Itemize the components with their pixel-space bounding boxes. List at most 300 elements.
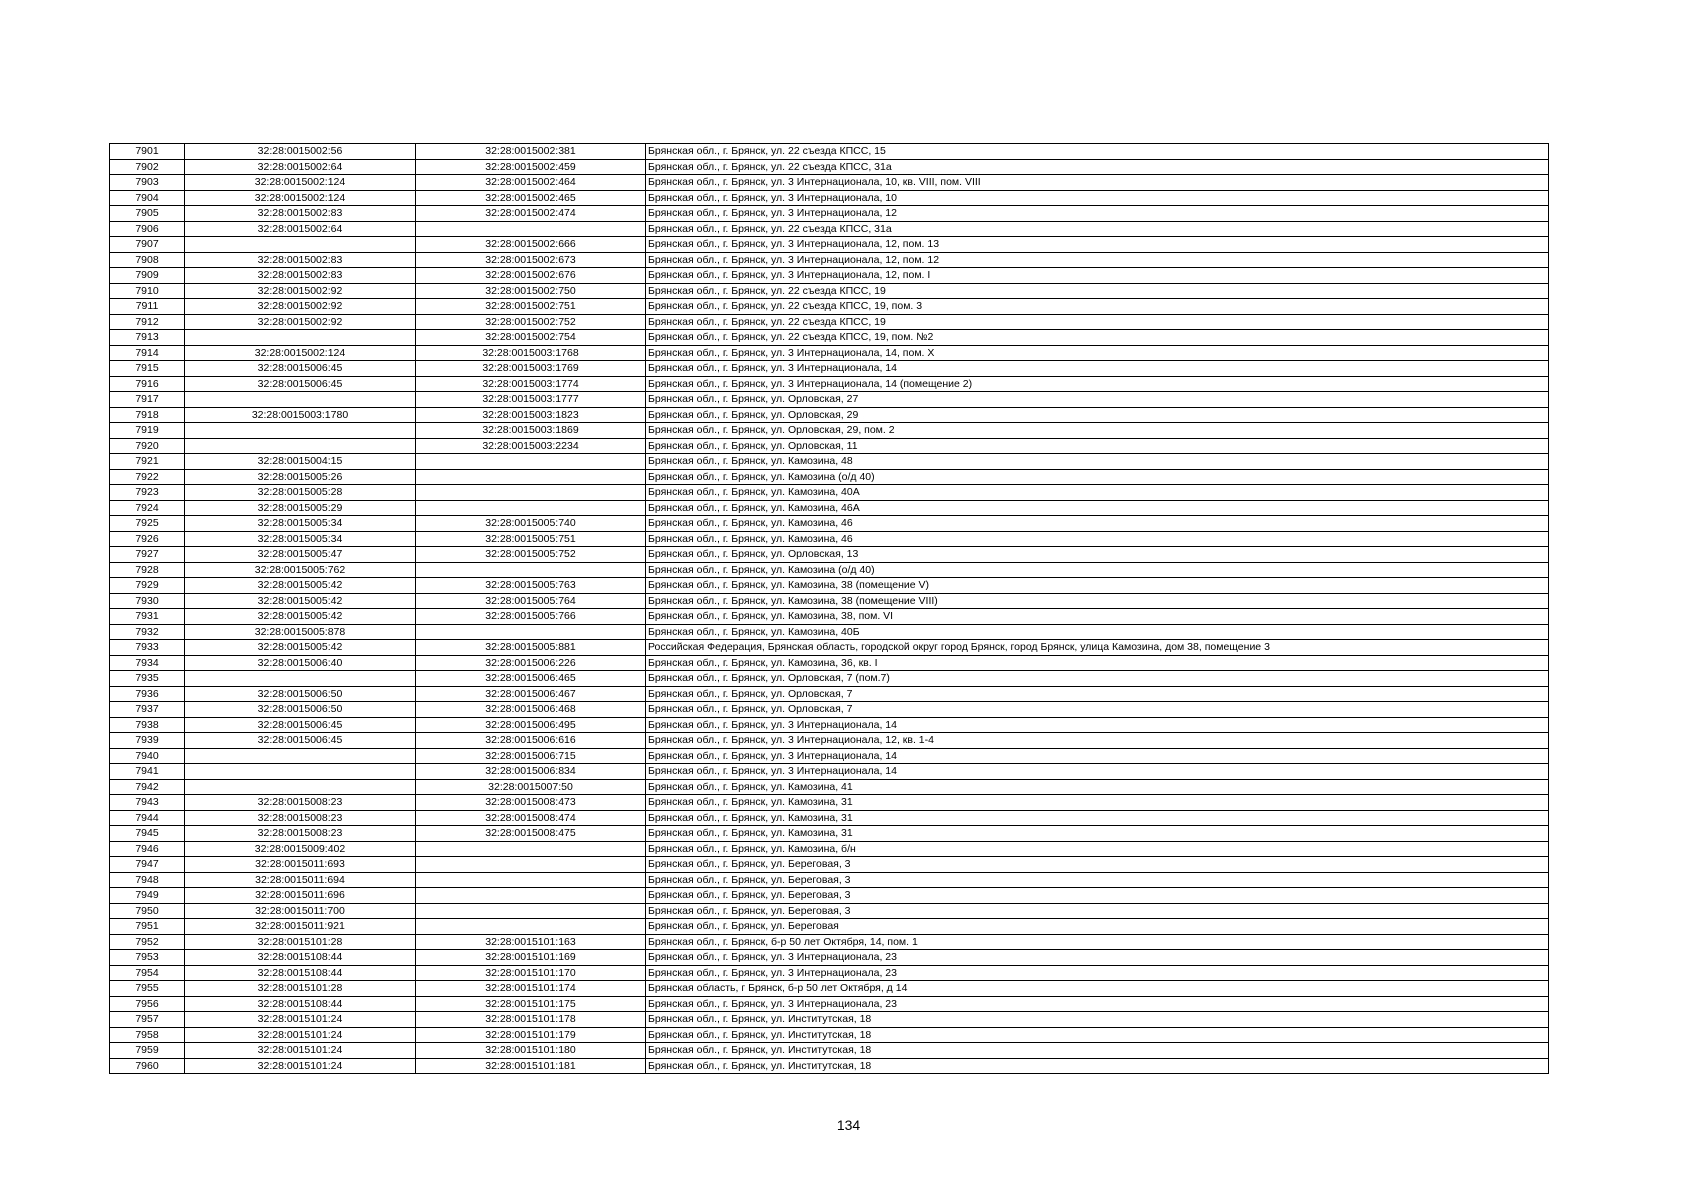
object-cadastral-number-cell: 32:28:0015002:673 — [416, 252, 646, 268]
object-cadastral-number-cell: 32:28:0015101:181 — [416, 1058, 646, 1074]
table-row — [110, 175, 1549, 191]
row-number-cell: 7920 — [110, 438, 185, 454]
table-row — [110, 268, 1549, 284]
object-cadastral-number-cell: 32:28:0015005:764 — [416, 593, 646, 609]
address-cell: Брянская обл., г. Брянск, ул. 3 Интернационала, 14 — [646, 361, 1549, 377]
object-cadastral-number-cell: 32:28:0015003:1774 — [416, 376, 646, 392]
row-number-cell: 7960 — [110, 1058, 185, 1074]
table-row — [110, 826, 1549, 842]
table-row — [110, 438, 1549, 454]
table-row — [110, 888, 1549, 904]
land-cadastral-number-cell: 32:28:0015008:23 — [185, 810, 416, 826]
table-row — [110, 531, 1549, 547]
object-cadastral-number-cell: 32:28:0015003:1777 — [416, 392, 646, 408]
address-cell: Брянская обл., г. Брянск, ул. Камозина (о/д 40) — [646, 469, 1549, 485]
row-number-cell: 7913 — [110, 330, 185, 346]
table-row — [110, 1043, 1549, 1059]
address-cell: Брянская обл., г. Брянск, ул. Камозина, 38, пом. VI — [646, 609, 1549, 625]
address-cell: Брянская обл., г. Брянск, ул. Камозина, 31 — [646, 826, 1549, 842]
object-cadastral-number-cell: 32:28:0015008:473 — [416, 795, 646, 811]
table-row — [110, 454, 1549, 470]
object-cadastral-number-cell — [416, 872, 646, 888]
table-row — [110, 252, 1549, 268]
row-number-cell: 7928 — [110, 562, 185, 578]
table-row — [110, 469, 1549, 485]
table-row — [110, 345, 1549, 361]
address-cell: Брянская обл., г. Брянск, ул. Камозина, 46 — [646, 516, 1549, 532]
land-cadastral-number-cell: 32:28:0015006:45 — [185, 376, 416, 392]
table-row — [110, 841, 1549, 857]
land-cadastral-number-cell — [185, 779, 416, 795]
table-row — [110, 500, 1549, 516]
table-row — [110, 686, 1549, 702]
land-cadastral-number-cell: 32:28:0015002:64 — [185, 221, 416, 237]
address-cell: Брянская обл., г. Брянск, ул. Камозина, 41 — [646, 779, 1549, 795]
row-number-cell: 7955 — [110, 981, 185, 997]
table-row — [110, 764, 1549, 780]
object-cadastral-number-cell: 32:28:0015002:459 — [416, 159, 646, 175]
row-number-cell: 7957 — [110, 1012, 185, 1028]
row-number-cell: 7901 — [110, 144, 185, 160]
land-cadastral-number-cell: 32:28:0015011:921 — [185, 919, 416, 935]
address-cell: Брянская обл., г. Брянск, ул. Береговая, 3 — [646, 888, 1549, 904]
land-cadastral-number-cell: 32:28:0015002:124 — [185, 175, 416, 191]
address-cell: Брянская обл., г. Брянск, ул. 3 Интернационала, 14, пом. X — [646, 345, 1549, 361]
address-cell: Брянская обл., г. Брянск, ул. Орловская, 7 — [646, 702, 1549, 718]
row-number-cell: 7927 — [110, 547, 185, 563]
row-number-cell: 7911 — [110, 299, 185, 315]
land-cadastral-number-cell — [185, 748, 416, 764]
object-cadastral-number-cell: 32:28:0015005:752 — [416, 547, 646, 563]
row-number-cell: 7945 — [110, 826, 185, 842]
object-cadastral-number-cell: 32:28:0015006:616 — [416, 733, 646, 749]
address-cell: Брянская обл., г. Брянск, ул. 3 Интернационала, 14 — [646, 764, 1549, 780]
object-cadastral-number-cell: 32:28:0015006:468 — [416, 702, 646, 718]
address-cell: Брянская обл., г. Брянск, ул. 3 Интернационала, 12, пом. I — [646, 268, 1549, 284]
row-number-cell: 7952 — [110, 934, 185, 950]
land-cadastral-number-cell: 32:28:0015005:26 — [185, 469, 416, 485]
object-cadastral-number-cell: 32:28:0015008:474 — [416, 810, 646, 826]
object-cadastral-number-cell — [416, 919, 646, 935]
table-row — [110, 934, 1549, 950]
land-cadastral-number-cell: 32:28:0015002:83 — [185, 268, 416, 284]
address-cell: Брянская обл., г. Брянск, ул. Камозина, б/н — [646, 841, 1549, 857]
table-row — [110, 857, 1549, 873]
object-cadastral-number-cell: 32:28:0015002:751 — [416, 299, 646, 315]
table-row — [110, 578, 1549, 594]
land-cadastral-number-cell: 32:28:0015101:24 — [185, 1043, 416, 1059]
row-number-cell: 7929 — [110, 578, 185, 594]
object-cadastral-number-cell — [416, 562, 646, 578]
land-cadastral-number-cell: 32:28:0015005:42 — [185, 640, 416, 656]
address-cell: Брянская обл., г. Брянск, ул. Орловская, 27 — [646, 392, 1549, 408]
row-number-cell: 7959 — [110, 1043, 185, 1059]
address-cell: Брянская обл., г. Брянск, ул. 22 съезда КПСС, 19, пом. 3 — [646, 299, 1549, 315]
object-cadastral-number-cell: 32:28:0015003:1823 — [416, 407, 646, 423]
table-row — [110, 547, 1549, 563]
land-cadastral-number-cell: 32:28:0015005:42 — [185, 593, 416, 609]
object-cadastral-number-cell — [416, 857, 646, 873]
address-cell: Брянская обл., г. Брянск, ул. Орловская, 7 (пом.7) — [646, 671, 1549, 687]
address-cell: Брянская обл., г. Брянск, ул. 22 съезда КПСС, 19 — [646, 283, 1549, 299]
object-cadastral-number-cell: 32:28:0015003:2234 — [416, 438, 646, 454]
land-cadastral-number-cell: 32:28:0015002:64 — [185, 159, 416, 175]
object-cadastral-number-cell: 32:28:0015003:1768 — [416, 345, 646, 361]
row-number-cell: 7914 — [110, 345, 185, 361]
land-cadastral-number-cell: 32:28:0015005:878 — [185, 624, 416, 640]
address-cell: Брянская обл., г. Брянск, ул. Камозина, 31 — [646, 795, 1549, 811]
object-cadastral-number-cell — [416, 485, 646, 501]
row-number-cell: 7917 — [110, 392, 185, 408]
land-cadastral-number-cell: 32:28:0015101:24 — [185, 1058, 416, 1074]
land-cadastral-number-cell: 32:28:0015008:23 — [185, 795, 416, 811]
land-cadastral-number-cell — [185, 423, 416, 439]
object-cadastral-number-cell: 32:28:0015002:752 — [416, 314, 646, 330]
table-row — [110, 562, 1549, 578]
land-cadastral-number-cell — [185, 764, 416, 780]
table-row — [110, 810, 1549, 826]
row-number-cell: 7926 — [110, 531, 185, 547]
address-cell: Брянская обл., г. Брянск, ул. Камозина, 48 — [646, 454, 1549, 470]
address-cell: Брянская обл., г. Брянск, ул. Камозина, 38 (помещение VIII) — [646, 593, 1549, 609]
address-cell: Брянская обл., г. Брянск, ул. Институтская, 18 — [646, 1043, 1549, 1059]
address-cell: Брянская обл., г. Брянск, ул. 3 Интернационала, 10, кв. VIII, пом. VIII — [646, 175, 1549, 191]
land-cadastral-number-cell — [185, 392, 416, 408]
address-cell: Брянская обл., г. Брянск, ул. 3 Интернационала, 14 — [646, 717, 1549, 733]
object-cadastral-number-cell: 32:28:0015007:50 — [416, 779, 646, 795]
address-cell: Брянская обл., г. Брянск, ул. 3 Интернационала, 12, кв. 1-4 — [646, 733, 1549, 749]
row-number-cell: 7904 — [110, 190, 185, 206]
address-cell: Брянская обл., г. Брянск, ул. Орловская, 11 — [646, 438, 1549, 454]
land-cadastral-number-cell: 32:28:0015002:83 — [185, 206, 416, 222]
land-cadastral-number-cell — [185, 237, 416, 253]
object-cadastral-number-cell: 32:28:0015005:740 — [416, 516, 646, 532]
land-cadastral-number-cell: 32:28:0015108:44 — [185, 996, 416, 1012]
object-cadastral-number-cell: 32:28:0015008:475 — [416, 826, 646, 842]
row-number-cell: 7922 — [110, 469, 185, 485]
object-cadastral-number-cell: 32:28:0015006:495 — [416, 717, 646, 733]
table-row — [110, 1012, 1549, 1028]
address-cell: Брянская обл., г. Брянск, ул. Орловская, 29 — [646, 407, 1549, 423]
table-row — [110, 237, 1549, 253]
address-cell: Брянская обл., г. Брянск, ул. 3 Интернационала, 10 — [646, 190, 1549, 206]
object-cadastral-number-cell: 32:28:0015101:170 — [416, 965, 646, 981]
row-number-cell: 7915 — [110, 361, 185, 377]
table-row — [110, 795, 1549, 811]
row-number-cell: 7939 — [110, 733, 185, 749]
object-cadastral-number-cell: 32:28:0015101:178 — [416, 1012, 646, 1028]
object-cadastral-number-cell — [416, 903, 646, 919]
land-cadastral-number-cell — [185, 671, 416, 687]
address-cell: Брянская обл., г. Брянск, ул. Институтская, 18 — [646, 1012, 1549, 1028]
table-row — [110, 919, 1549, 935]
object-cadastral-number-cell: 32:28:0015101:175 — [416, 996, 646, 1012]
land-cadastral-number-cell: 32:28:0015005:29 — [185, 500, 416, 516]
object-cadastral-number-cell: 32:28:0015002:465 — [416, 190, 646, 206]
land-cadastral-number-cell — [185, 438, 416, 454]
table-row — [110, 671, 1549, 687]
object-cadastral-number-cell — [416, 500, 646, 516]
address-cell: Брянская обл., г. Брянск, ул. 22 съезда КПСС, 31а — [646, 159, 1549, 175]
row-number-cell: 7918 — [110, 407, 185, 423]
table-row — [110, 144, 1549, 160]
land-cadastral-number-cell: 32:28:0015005:42 — [185, 609, 416, 625]
land-cadastral-number-cell: 32:28:0015005:34 — [185, 516, 416, 532]
object-cadastral-number-cell: 32:28:0015002:381 — [416, 144, 646, 160]
table-row — [110, 609, 1549, 625]
table-row — [110, 221, 1549, 237]
address-cell: Брянская обл., г. Брянск, ул. Институтская, 18 — [646, 1027, 1549, 1043]
object-cadastral-number-cell: 32:28:0015005:766 — [416, 609, 646, 625]
land-cadastral-number-cell: 32:28:0015101:28 — [185, 934, 416, 950]
object-cadastral-number-cell: 32:28:0015002:666 — [416, 237, 646, 253]
row-number-cell: 7935 — [110, 671, 185, 687]
row-number-cell: 7943 — [110, 795, 185, 811]
address-cell: Брянская обл., г. Брянск, ул. Камозина, 46А — [646, 500, 1549, 516]
table-row — [110, 779, 1549, 795]
table-row — [110, 640, 1549, 656]
table-row — [110, 655, 1549, 671]
address-cell: Брянская обл., г. Брянск, ул. Орловская, 13 — [646, 547, 1549, 563]
row-number-cell: 7936 — [110, 686, 185, 702]
object-cadastral-number-cell: 32:28:0015005:763 — [416, 578, 646, 594]
address-cell: Брянская обл., г. Брянск, б-р 50 лет Октября, 14, пом. 1 — [646, 934, 1549, 950]
object-cadastral-number-cell: 32:28:0015002:474 — [416, 206, 646, 222]
row-number-cell: 7919 — [110, 423, 185, 439]
row-number-cell: 7944 — [110, 810, 185, 826]
address-cell: Брянская обл., г. Брянск, ул. Береговая, 3 — [646, 903, 1549, 919]
row-number-cell: 7951 — [110, 919, 185, 935]
table-row — [110, 903, 1549, 919]
land-cadastral-number-cell: 32:28:0015002:92 — [185, 283, 416, 299]
table-row — [110, 965, 1549, 981]
land-cadastral-number-cell: 32:28:0015002:56 — [185, 144, 416, 160]
table-row — [110, 190, 1549, 206]
land-cadastral-number-cell: 32:28:0015002:92 — [185, 299, 416, 315]
object-cadastral-number-cell: 32:28:0015101:179 — [416, 1027, 646, 1043]
row-number-cell: 7940 — [110, 748, 185, 764]
land-cadastral-number-cell: 32:28:0015009:402 — [185, 841, 416, 857]
address-cell: Брянская обл., г. Брянск, ул. Камозина, 46 — [646, 531, 1549, 547]
table-row — [110, 407, 1549, 423]
object-cadastral-number-cell — [416, 221, 646, 237]
table-row — [110, 1058, 1549, 1074]
row-number-cell: 7908 — [110, 252, 185, 268]
address-cell: Брянская обл., г. Брянск, ул. 3 Интернационала, 12 — [646, 206, 1549, 222]
address-cell: Брянская обл., г. Брянск, ул. 3 Интернационала, 14 (помещение 2) — [646, 376, 1549, 392]
address-cell: Брянская обл., г. Брянск, ул. 3 Интернационала, 23 — [646, 996, 1549, 1012]
table-row — [110, 950, 1549, 966]
land-cadastral-number-cell: 32:28:0015006:50 — [185, 702, 416, 718]
address-cell: Брянская обл., г. Брянск, ул. Камозина, 40А — [646, 485, 1549, 501]
object-cadastral-number-cell: 32:28:0015006:834 — [416, 764, 646, 780]
table-row — [110, 593, 1549, 609]
land-cadastral-number-cell: 32:28:0015005:762 — [185, 562, 416, 578]
row-number-cell: 7925 — [110, 516, 185, 532]
table-row — [110, 1027, 1549, 1043]
object-cadastral-number-cell: 32:28:0015002:754 — [416, 330, 646, 346]
address-cell: Брянская обл., г. Брянск, ул. Камозина, 40Б — [646, 624, 1549, 640]
row-number-cell: 7902 — [110, 159, 185, 175]
land-cadastral-number-cell: 32:28:0015002:124 — [185, 345, 416, 361]
row-number-cell: 7906 — [110, 221, 185, 237]
row-number-cell: 7909 — [110, 268, 185, 284]
address-cell: Брянская обл., г. Брянск, ул. Береговая, 3 — [646, 857, 1549, 873]
land-cadastral-number-cell: 32:28:0015002:92 — [185, 314, 416, 330]
table-row — [110, 624, 1549, 640]
land-cadastral-number-cell: 32:28:0015108:44 — [185, 965, 416, 981]
row-number-cell: 7934 — [110, 655, 185, 671]
table-row — [110, 702, 1549, 718]
row-number-cell: 7953 — [110, 950, 185, 966]
land-cadastral-number-cell: 32:28:0015003:1780 — [185, 407, 416, 423]
object-cadastral-number-cell — [416, 888, 646, 904]
object-cadastral-number-cell: 32:28:0015002:676 — [416, 268, 646, 284]
address-cell: Брянская обл., г. Брянск, ул. Орловская, 29, пом. 2 — [646, 423, 1549, 439]
object-cadastral-number-cell: 32:28:0015006:226 — [416, 655, 646, 671]
row-number-cell: 7905 — [110, 206, 185, 222]
address-cell: Брянская обл., г. Брянск, ул. 22 съезда КПСС, 15 — [646, 144, 1549, 160]
address-cell: Брянская обл., г. Брянск, ул. 3 Интернационала, 14 — [646, 748, 1549, 764]
row-number-cell: 7910 — [110, 283, 185, 299]
address-cell: Брянская обл., г. Брянск, ул. Береговая — [646, 919, 1549, 935]
object-cadastral-number-cell — [416, 469, 646, 485]
table-row — [110, 330, 1549, 346]
table-row — [110, 314, 1549, 330]
table-row — [110, 206, 1549, 222]
table-row — [110, 159, 1549, 175]
page-number: 134 — [836, 1117, 861, 1133]
table-row — [110, 981, 1549, 997]
address-cell: Брянская обл., г. Брянск, ул. 22 съезда КПСС, 19, пом. №2 — [646, 330, 1549, 346]
table-row — [110, 283, 1549, 299]
land-cadastral-number-cell: 32:28:0015011:696 — [185, 888, 416, 904]
land-cadastral-number-cell: 32:28:0015005:42 — [185, 578, 416, 594]
object-cadastral-number-cell: 32:28:0015006:465 — [416, 671, 646, 687]
address-cell: Брянская обл., г. Брянск, ул. Орловская, 7 — [646, 686, 1549, 702]
land-cadastral-number-cell: 32:28:0015011:693 — [185, 857, 416, 873]
land-cadastral-number-cell — [185, 330, 416, 346]
table-row — [110, 733, 1549, 749]
address-cell: Брянская обл., г. Брянск, ул. Институтская, 18 — [646, 1058, 1549, 1074]
land-cadastral-number-cell: 32:28:0015006:50 — [185, 686, 416, 702]
table-row — [110, 361, 1549, 377]
object-cadastral-number-cell: 32:28:0015005:751 — [416, 531, 646, 547]
table-row — [110, 748, 1549, 764]
object-cadastral-number-cell: 32:28:0015003:1769 — [416, 361, 646, 377]
table-row — [110, 423, 1549, 439]
object-cadastral-number-cell: 32:28:0015005:881 — [416, 640, 646, 656]
address-cell: Брянская обл., г. Брянск, ул. Камозина, 38 (помещение V) — [646, 578, 1549, 594]
row-number-cell: 7916 — [110, 376, 185, 392]
table-row — [110, 516, 1549, 532]
table-row — [110, 717, 1549, 733]
row-number-cell: 7946 — [110, 841, 185, 857]
address-cell: Брянская обл., г. Брянск, ул. 3 Интернационала, 12, пом. 12 — [646, 252, 1549, 268]
row-number-cell: 7948 — [110, 872, 185, 888]
row-number-cell: 7907 — [110, 237, 185, 253]
table-row — [110, 392, 1549, 408]
object-cadastral-number-cell: 32:28:0015002:464 — [416, 175, 646, 191]
object-cadastral-number-cell: 32:28:0015101:169 — [416, 950, 646, 966]
row-number-cell: 7912 — [110, 314, 185, 330]
address-cell: Брянская обл., г. Брянск, ул. Камозина, 31 — [646, 810, 1549, 826]
land-cadastral-number-cell: 32:28:0015006:40 — [185, 655, 416, 671]
object-cadastral-number-cell: 32:28:0015006:467 — [416, 686, 646, 702]
row-number-cell: 7921 — [110, 454, 185, 470]
land-cadastral-number-cell: 32:28:0015006:45 — [185, 361, 416, 377]
land-cadastral-number-cell: 32:28:0015011:694 — [185, 872, 416, 888]
address-cell: Брянская обл., г. Брянск, ул. Камозина, 36, кв. I — [646, 655, 1549, 671]
object-cadastral-number-cell: 32:28:0015101:180 — [416, 1043, 646, 1059]
object-cadastral-number-cell: 32:28:0015002:750 — [416, 283, 646, 299]
row-number-cell: 7938 — [110, 717, 185, 733]
table-row — [110, 872, 1549, 888]
land-cadastral-number-cell: 32:28:0015101:28 — [185, 981, 416, 997]
object-cadastral-number-cell: 32:28:0015003:1869 — [416, 423, 646, 439]
land-cadastral-number-cell: 32:28:0015005:47 — [185, 547, 416, 563]
address-cell: Брянская обл., г. Брянск, ул. 3 Интернационала, 12, пом. 13 — [646, 237, 1549, 253]
land-cadastral-number-cell: 32:28:0015004:15 — [185, 454, 416, 470]
address-cell: Брянская обл., г. Брянск, ул. Береговая, 3 — [646, 872, 1549, 888]
object-cadastral-number-cell: 32:28:0015101:174 — [416, 981, 646, 997]
land-cadastral-number-cell: 32:28:0015005:34 — [185, 531, 416, 547]
land-cadastral-number-cell: 32:28:0015108:44 — [185, 950, 416, 966]
row-number-cell: 7942 — [110, 779, 185, 795]
row-number-cell: 7932 — [110, 624, 185, 640]
object-cadastral-number-cell — [416, 454, 646, 470]
row-number-cell: 7903 — [110, 175, 185, 191]
row-number-cell: 7931 — [110, 609, 185, 625]
land-cadastral-number-cell: 32:28:0015006:45 — [185, 717, 416, 733]
row-number-cell: 7923 — [110, 485, 185, 501]
row-number-cell: 7958 — [110, 1027, 185, 1043]
object-cadastral-number-cell — [416, 841, 646, 857]
land-cadastral-number-cell: 32:28:0015002:83 — [185, 252, 416, 268]
row-number-cell: 7947 — [110, 857, 185, 873]
address-cell: Брянская обл., г. Брянск, ул. 3 Интернационала, 23 — [646, 950, 1549, 966]
row-number-cell: 7933 — [110, 640, 185, 656]
row-number-cell: 7937 — [110, 702, 185, 718]
cadastral-table — [109, 143, 1549, 1074]
address-cell: Брянская обл., г. Брянск, ул. 22 съезда КПСС, 19 — [646, 314, 1549, 330]
row-number-cell: 7954 — [110, 965, 185, 981]
table-body — [110, 144, 1549, 1074]
object-cadastral-number-cell: 32:28:0015101:163 — [416, 934, 646, 950]
land-cadastral-number-cell: 32:28:0015006:45 — [185, 733, 416, 749]
table-row — [110, 299, 1549, 315]
row-number-cell: 7941 — [110, 764, 185, 780]
table-row — [110, 996, 1549, 1012]
land-cadastral-number-cell: 32:28:0015005:28 — [185, 485, 416, 501]
object-cadastral-number-cell: 32:28:0015006:715 — [416, 748, 646, 764]
address-cell: Брянская обл., г. Брянск, ул. 22 съезда КПСС, 31а — [646, 221, 1549, 237]
address-cell: Брянская область, г Брянск, б-р 50 лет Октября, д 14 — [646, 981, 1549, 997]
address-cell: Российская Федерация, Брянская область, городской округ город Брянск, город Брянск, улица Камозина, дом 38, помещение 3 — [646, 640, 1549, 656]
row-number-cell: 7930 — [110, 593, 185, 609]
land-cadastral-number-cell: 32:28:0015011:700 — [185, 903, 416, 919]
row-number-cell: 7949 — [110, 888, 185, 904]
land-cadastral-number-cell: 32:28:0015002:124 — [185, 190, 416, 206]
object-cadastral-number-cell — [416, 624, 646, 640]
table-row — [110, 376, 1549, 392]
land-cadastral-number-cell: 32:28:0015008:23 — [185, 826, 416, 842]
address-cell: Брянская обл., г. Брянск, ул. Камозина (о/д 40) — [646, 562, 1549, 578]
row-number-cell: 7956 — [110, 996, 185, 1012]
row-number-cell: 7924 — [110, 500, 185, 516]
row-number-cell: 7950 — [110, 903, 185, 919]
table-row — [110, 485, 1549, 501]
